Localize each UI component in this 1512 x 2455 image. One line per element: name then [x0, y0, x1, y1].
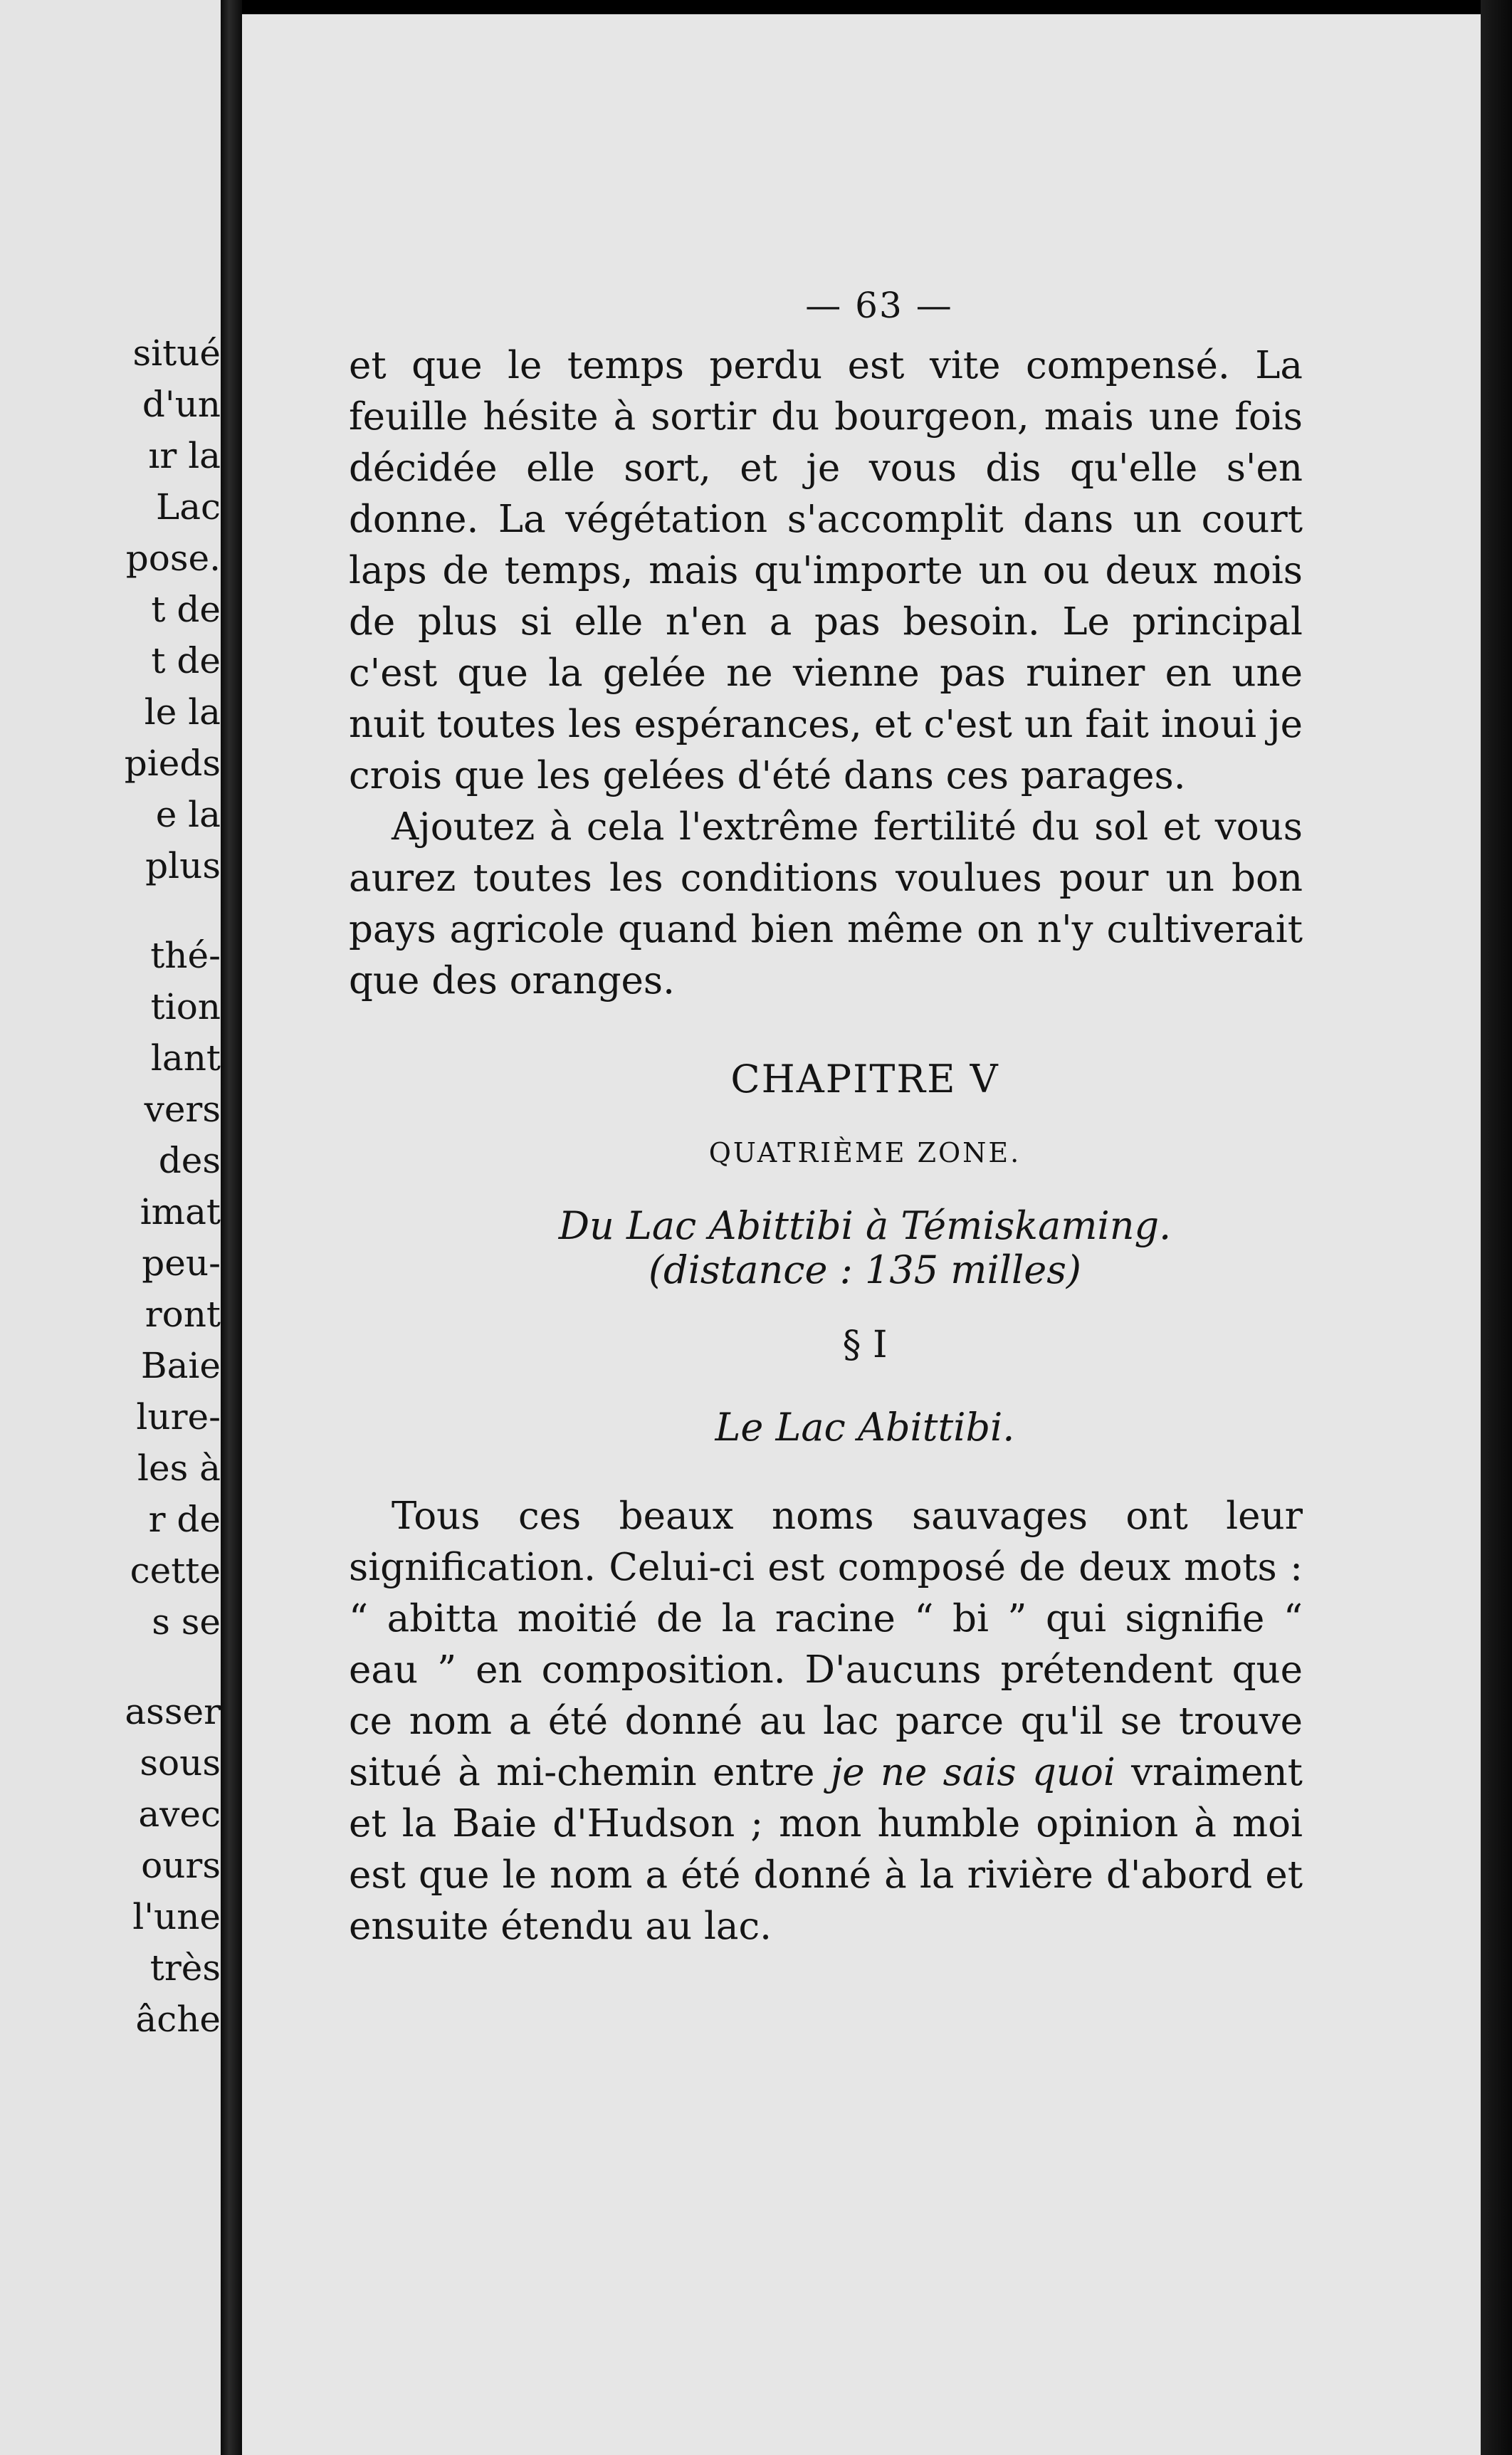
- page-content: [349, 285, 1303, 1952]
- left-page-line: le la: [144, 691, 221, 733]
- left-page-line: vers: [144, 1089, 221, 1130]
- left-page-line: âche: [135, 1999, 221, 2040]
- left-page-line: ront: [145, 1294, 221, 1335]
- left-page-line: lure-: [136, 1396, 221, 1438]
- section-title: Le Lac Abittibi.: [715, 1405, 1015, 1450]
- left-page-text-fragments: [7, 328, 221, 2045]
- adjacent-left-page: [0, 0, 221, 2455]
- left-page-line: situé: [132, 333, 221, 374]
- book-gutter: [221, 0, 242, 2455]
- left-page-line: peu-: [142, 1242, 221, 1284]
- left-page-line: s se: [152, 1601, 221, 1643]
- left-page-line: ours: [141, 1845, 221, 1886]
- left-page-line: [7, 1648, 221, 1686]
- left-page-line: cette: [130, 1550, 221, 1591]
- left-page-line: thé-: [150, 935, 221, 976]
- left-page-line: des: [158, 1140, 221, 1181]
- scan-right-edge: [1481, 0, 1512, 2455]
- route-distance: (distance : 135 milles): [648, 1247, 1081, 1292]
- left-page-line: lant: [150, 1037, 221, 1079]
- left-page-line: asser: [125, 1691, 221, 1732]
- left-page-line: Lac: [155, 486, 221, 528]
- paragraph-vegetation: [349, 340, 1303, 802]
- paragraph-text: Tous ces beaux noms sauvages ont leur signification. Celui-ci est composé de deux mots : “ abitta moitié de la racine “ bi ” qui signifie “ eau ” en composition. D'aucuns prétendent que ce nom a été donné au lac parce qu'il se trouve situé à mi-chemin entre: [349, 1495, 1303, 1794]
- paragraph-fertility: [349, 802, 1303, 1007]
- chapter-title: CHAPITRE V: [730, 1057, 999, 1101]
- left-page-line: les à: [137, 1448, 221, 1489]
- left-page-line: sous: [140, 1742, 221, 1784]
- left-page-line: ır la: [148, 435, 221, 476]
- section-mark: § I: [842, 1324, 888, 1366]
- left-page-line: e la: [155, 794, 221, 835]
- left-page-line: Baie: [140, 1345, 221, 1386]
- left-page-line: l'une: [132, 1896, 221, 1937]
- paragraph-name-meaning: [349, 1491, 1303, 1952]
- paragraph-text: Ajoutez à cela l'extrême fertilité du sol et vous aurez toutes les conditions voulues pour un bon pays agricole quand bien même on n'y cultiverait que des oranges.: [349, 805, 1303, 1003]
- left-page-line: r de: [148, 1499, 221, 1540]
- route-heading: [349, 1204, 1303, 1292]
- italic-phrase: je ne sais quoi: [830, 1751, 1115, 1794]
- book-page: [242, 14, 1481, 2455]
- left-page-line: plus: [145, 845, 221, 886]
- route-line: Du Lac Abittibi à Témiskaming.: [558, 1203, 1172, 1248]
- left-page-line: pose.: [125, 538, 221, 579]
- left-page-line: tion: [150, 986, 221, 1027]
- left-page-line: très: [149, 1947, 221, 1989]
- left-page-line: t de: [151, 640, 221, 681]
- left-page-line: pieds: [124, 743, 221, 784]
- paragraph-text: vraiment et la Baie d'Hudson ; mon humble opinion à moi est que le nom a été donné à la rivière d'abord et ensuite étendu au lac.: [349, 1751, 1303, 1948]
- left-page-line: t de: [151, 589, 221, 630]
- left-page-line: avec: [138, 1794, 221, 1835]
- left-page-line: [7, 891, 221, 930]
- page-number: — 63 —: [805, 285, 953, 326]
- left-page-line: imat: [140, 1191, 221, 1232]
- zone-title: QUATRIÈME ZONE.: [708, 1137, 1022, 1168]
- paragraph-text: et que le temps perdu est vite compensé. La feuille hésite à sortir du bourgeon, mais une fois décidée elle sort, et je vous dis qu'elle s'en donne. La végétation s'accomplit dans un court laps de temps, mais qu'importe un ou deux mois de plus si elle n'en a pas besoin. Le principal c'est que la gelée ne vienne pas ruiner en une nuit toutes les espérances, et c'est un fait inoui je crois que les gelées d'été dans ces parages.: [349, 344, 1303, 797]
- left-page-line: d'un: [142, 384, 221, 425]
